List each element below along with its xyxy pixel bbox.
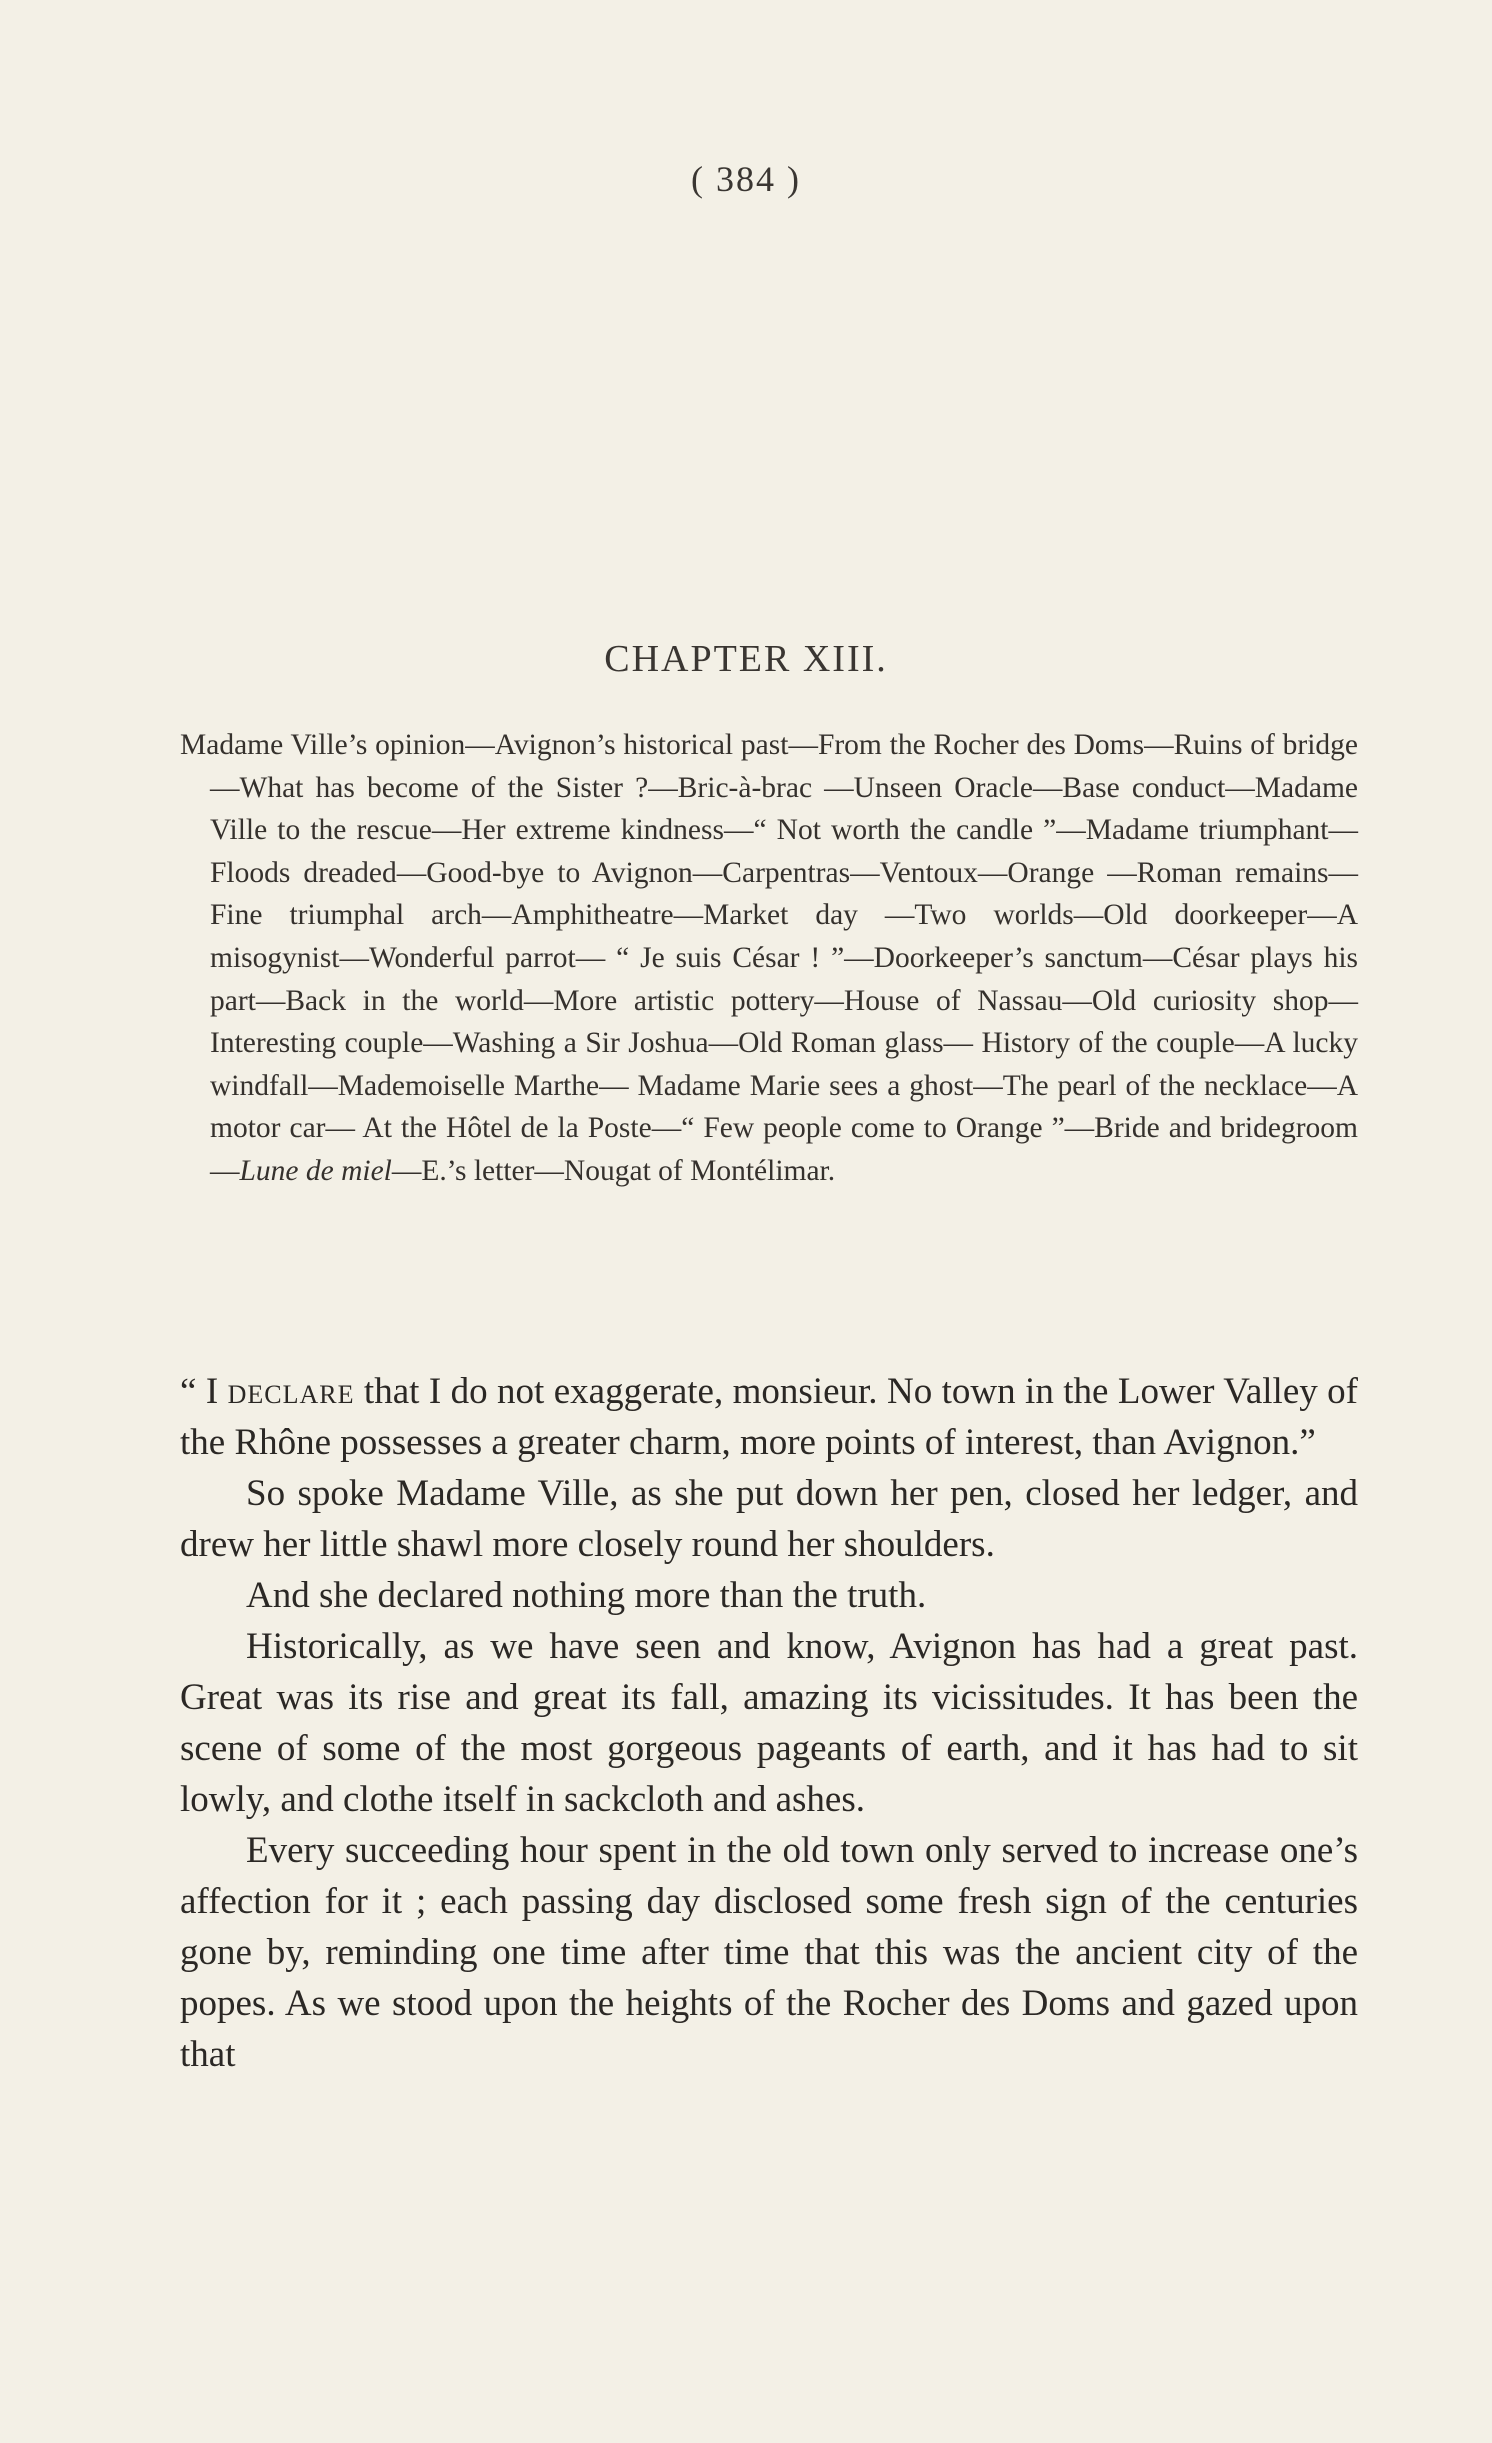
opening-quote: “ I	[180, 1371, 228, 1412]
paragraph-1	[180, 1366, 1358, 1468]
paragraph-5: Every succeeding hour spent in the old town only served to increase one’s affection for it ; each passing day disclosed some fresh sign of the centuries gone by, reminding one time after time that this was the ancient city of the popes. As we stood upon the heights of the Rocher des Doms and gazed upon that	[180, 1830, 1358, 2075]
paragraph-1-text: that I do not exaggerate, monsieur. No town in the Lower Valley of the Rhône possesses a greater charm, more points of interest, than Avignon.”	[180, 1371, 1358, 1463]
paragraph-2: So spoke Madame Ville, as she put down her pen, closed her ledger, and drew her little shawl more closely round her shoulders.	[180, 1473, 1358, 1565]
opening-smallcaps-word: declare	[227, 1371, 355, 1412]
synopsis-text: Madame Ville’s opinion—Avignon’s historical past—From the Rocher des Doms—Ruins of bridge—What has become of the Sister ?—Bric-à-brac —Unseen Oracle—Base conduct—Madame Ville to the rescue—Her extreme kindness—“ Not worth the candle ”—Madame triumphant— Floods dreaded—Good-bye to Avignon—Carpentras—Ventoux—Orange —Roman remains—Fine triumphal arch—Amphitheatre—Market day —Two worlds—Old doorkeeper—A misogynist—Wonderful parrot— “ Je suis César ! ”—Doorkeeper’s sanctum—César plays his part—Back in the world—More artistic pottery—House of Nassau—Old curiosity shop—Interesting couple—Washing a Sir Joshua—Old Roman glass— History of the couple—A lucky windfall—Mademoiselle Marthe— Madame Marie sees a ghost—The pearl of the necklace—A motor car— At the Hôtel de la Poste—“ Few people come to Orange ”—Bride and bridegroom—	[180, 729, 1358, 1187]
chapter-title: CHAPTER XIII.	[604, 638, 888, 680]
page-number: ( 384 )	[691, 159, 801, 199]
paragraph-3: And she declared nothing more than the truth.	[246, 1575, 927, 1616]
chapter-synopsis	[180, 724, 1358, 1193]
synopsis-italic-phrase: Lune de miel	[239, 1154, 392, 1187]
paragraph-4: Historically, as we have seen and know, Avignon has had a great past. Great was its rise and great its fall, amazing its vicissitudes. It has been the scene of some of the most gorgeous pageants of earth, and it has had to sit lowly, and clothe itself in sackcloth and ashes.	[180, 1626, 1358, 1820]
synopsis-text-end: —E.’s letter—Nougat of Montélimar.	[391, 1154, 836, 1187]
body-text	[180, 1366, 1358, 2080]
